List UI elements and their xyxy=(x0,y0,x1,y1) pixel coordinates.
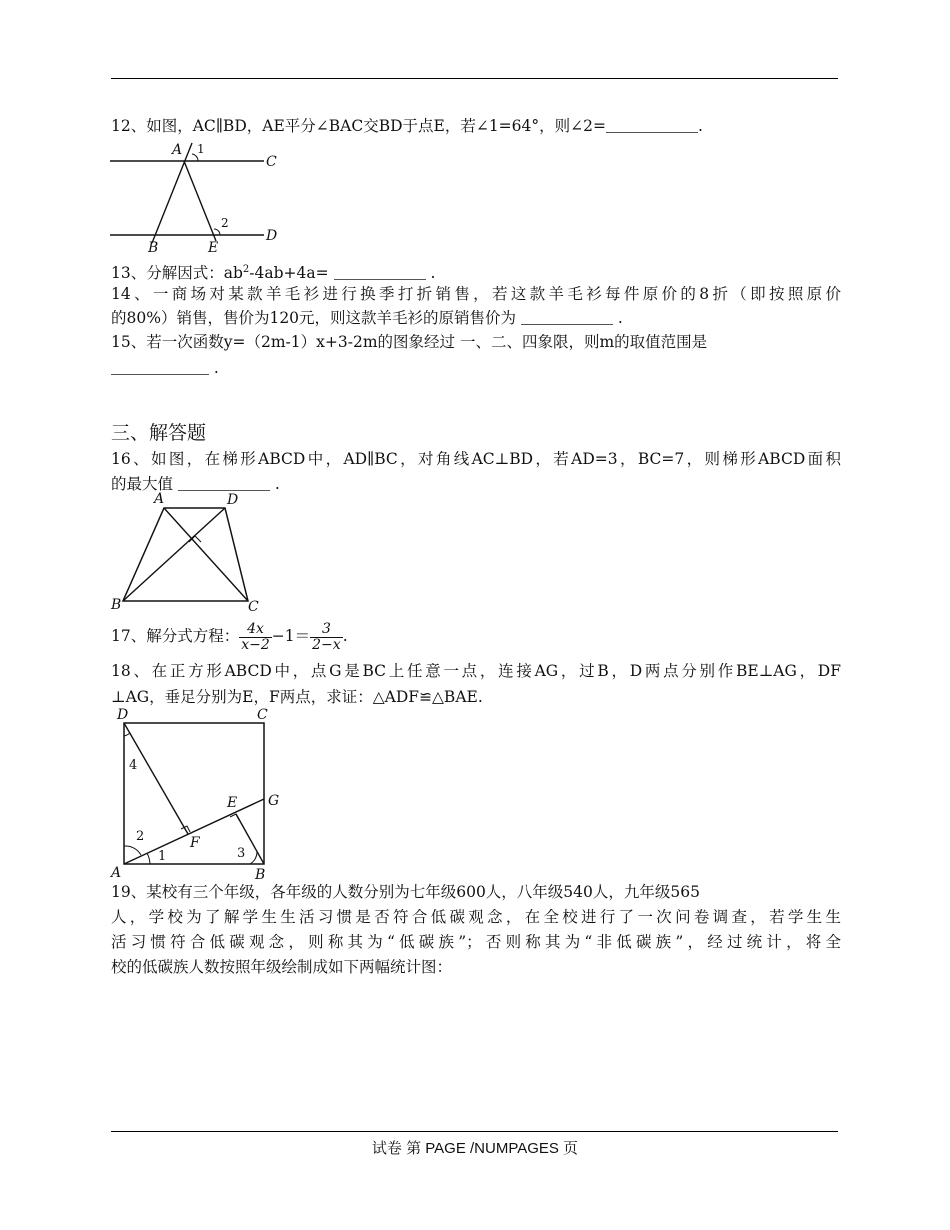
q12-label-e: E xyxy=(208,240,219,255)
q18-label-g: G xyxy=(268,793,280,809)
q14-blank[interactable] xyxy=(521,309,613,325)
q18-label-2: 2 xyxy=(136,829,145,844)
q16-label-c: C xyxy=(248,599,259,614)
q18-line1: 18、在正方形ABCD中，点G是BC上任意一点，连接AG，过B，D两点分别作BE⊥AG，DF xyxy=(111,662,841,680)
q18-line2: ⊥AG，垂足分别为E，F两点，求证：△ADF≌△BAE. xyxy=(111,688,483,706)
q16-blank[interactable] xyxy=(178,475,270,491)
q17-text: 17、解分式方程： $\frac{4x}{x-2}$ −1＝ $\frac{3}{2-x}$ . xyxy=(111,620,348,653)
footer-rule xyxy=(111,1131,838,1132)
q13-text: 13、分解因式：$ab^2-4ab+4a=$ . xyxy=(111,264,436,283)
q14-line1: 14、一商场对某款羊毛衫进行换季打折销售，若这款羊毛衫每件原价的8折（即按照原价 xyxy=(111,285,841,303)
q17-fraction-2: $\frac{3}{2-x}$ xyxy=(312,620,341,653)
q16-label-b: B xyxy=(111,597,122,613)
q18-label-e: E xyxy=(227,795,238,811)
q18-label-f: F xyxy=(190,835,200,851)
header-rule xyxy=(111,78,838,79)
q16-line1: 16、如图，在梯形ABCD中，AD∥BC，对角线AC⊥BD，若AD=3，BC=7，则梯形ABCD面积 xyxy=(111,450,841,468)
q16-label-a: A xyxy=(154,491,165,507)
q18-label-d: D xyxy=(117,707,129,723)
q18-label-b: B xyxy=(255,867,266,880)
q14-line2: 的80%）销售，售价为120元，则这款羊毛衫的原销售价为 . xyxy=(111,309,623,327)
q12-figure xyxy=(108,137,288,255)
q12-label-d: D xyxy=(266,228,278,244)
q18-label-c: C xyxy=(257,707,268,723)
q19-line3: 活习惯符合低碳观念，则称其为“低碳族”；否则称其为“非低碳族”，经过统计，将全 xyxy=(111,933,841,951)
q13-blank[interactable] xyxy=(334,264,426,280)
page-footer: 试卷 第 PAGE /NUMPAGES 页 xyxy=(371,1140,579,1157)
q19-line1: 19、某校有三个年级，各年级的人数分别为七年级600人，八年级540人，九年级565 xyxy=(111,883,700,901)
q12-blank[interactable] xyxy=(606,117,698,133)
q16-figure xyxy=(108,490,268,614)
section-title: 三、解答题 xyxy=(111,422,207,444)
q19-line2: 人，学校为了解学生生活习惯是否符合低碳观念，在全校进行了一次问卷调查，若学生生 xyxy=(111,908,841,926)
q17-fraction-1: $\frac{4x}{x-2}$ xyxy=(241,620,270,653)
q16-line2: 的最大值 . xyxy=(111,475,280,493)
q12-label-c: C xyxy=(266,154,277,170)
q12-label-2: 2 xyxy=(221,216,229,230)
q19-line4: 校的低碳族人数按照年级绘制成如下两幅统计图： xyxy=(111,958,453,976)
q18-label-4: 4 xyxy=(129,758,138,773)
q12-label-1: 1 xyxy=(197,142,205,156)
q18-label-a: A xyxy=(111,865,122,880)
q12-label-a: A xyxy=(172,142,183,158)
q15-line2: . xyxy=(111,356,841,380)
q12-label-b: B xyxy=(148,240,159,255)
q15-blank[interactable] xyxy=(111,359,209,375)
q12-text: 12、如图，AC∥BD，AE平分∠BAC交BD于点E，若∠1=64°，则∠2= . xyxy=(111,117,703,135)
q18-label-3: 3 xyxy=(237,846,246,861)
q18-label-1: 1 xyxy=(158,849,167,864)
q16-label-d: D xyxy=(227,492,239,508)
q18-figure xyxy=(108,705,288,880)
q15-line1: 15、若一次函数y=（2m-1）x+3-2m的图象经过 一、二、四象限，则m的取值范围是 xyxy=(111,333,708,351)
